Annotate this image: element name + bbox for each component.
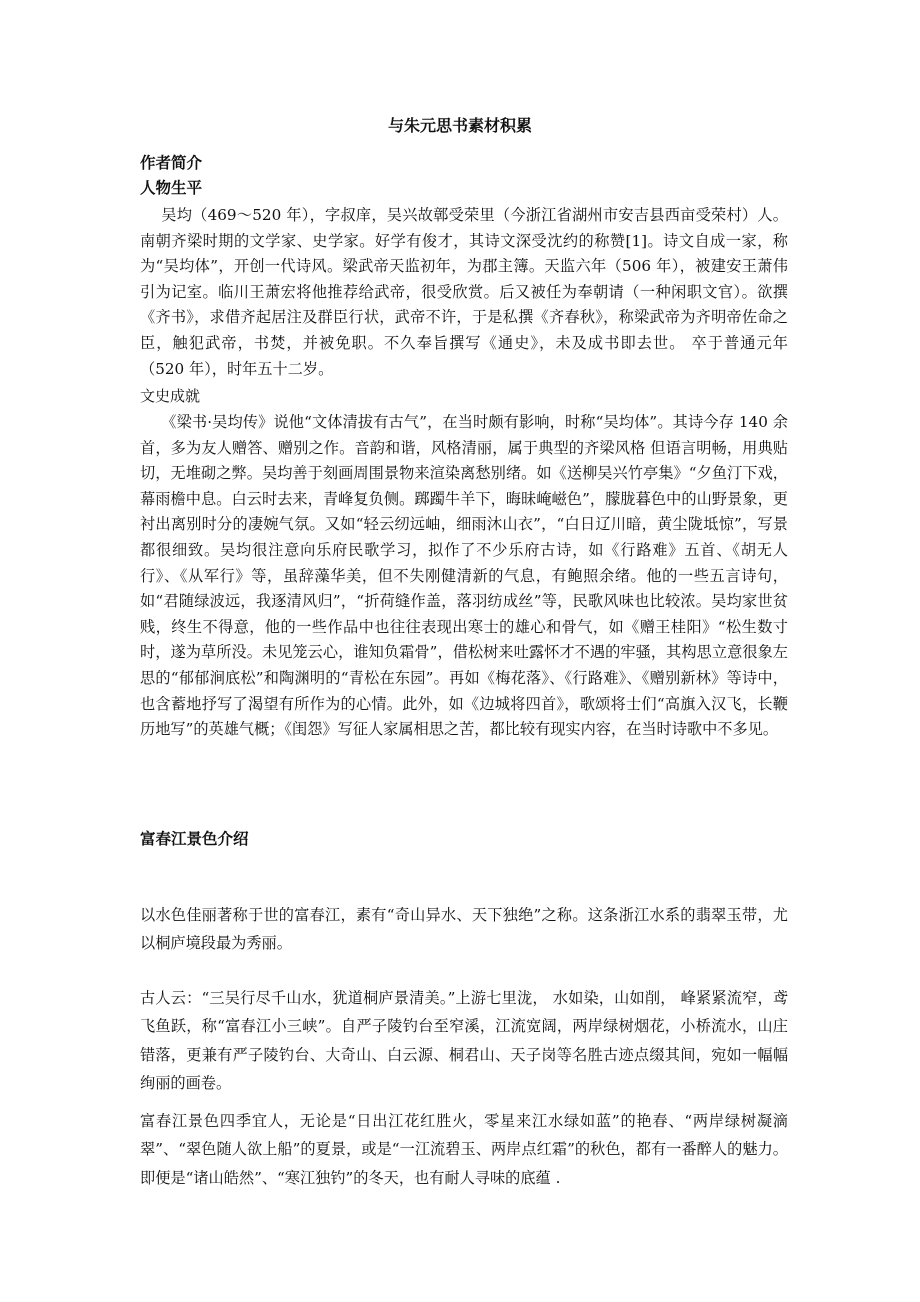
scenery-paragraph-3: 富春江景色四季宜人，无论是“日出江花红胜火，零星来江水绿如蓝”的艳春、“两岸绿树凝滴翠”、“翠色随人欲上船”的夏景，或是“一江流碧玉、两岸点红霜”的秋色，都有一番醉人的魅力。即便是“诸山皓然”、“寒江独钓”的冬天，也有耐人寻味的底蕴 . [140,1112,788,1187]
section-heading-life: 人物生平 [140,179,203,197]
section-heading-literary: 文史成就 [140,387,201,405]
scenery-paragraph-2: 古人云：“三吴行尽千山水，犹道桐庐景清美。”上游七里泷， 水如染，山如削， 峰紧紧流窄，鸢飞鱼跃，称“富春江小三峡”。自严子陵钓台至窄溪，江流宽阔，两岸绿树烟花，小桥流水，山庄错落，更兼有严子陵钓台、大奇山、白云源、桐君山、天子岗等名胜古迹点缀其间，宛如一幅幅绚丽的画卷。 [140,989,788,1093]
section-heading-author: 作者简介 [140,154,203,172]
scenery-paragraph-1: 以水色佳丽著称于世的富春江，素有“奇山异水、天下独绝”之称。这条浙江水系的翡翠玉带，尤以桐庐境段最为秀丽。 [140,906,788,953]
section-heading-scenery: 富春江景色介绍 [140,830,249,848]
document-title: 与朱元思书素材积累 [387,116,532,135]
literary-paragraph: 《梁书·吴均传》说他“文体清拔有古气”，在当时颇有影响，时称“吴均体”。其诗今存 140 余首，多为友人赠答、赠别之作。音韵和谐，风格清丽，属于典型的齐梁风格 但语言明畅，用典贴切，无堆砌之弊。吴均善于刻画周围景物来渲染离愁别绪。如《送柳吴兴竹亭集》“夕鱼汀下戏，幕雨檐中息。白云时去来，青峰复负侧。踯躅牛羊下，晦昧崦嵫色”，朦胧暮色中的山野景象，更衬出离别时分的凄婉气氛。又如“轻云纫远岫，细雨沐山衣”，“白日辽川暗，黄尘陇坻惊”，写景都很细致。吴均很注意向乐府民歌学习，拟作了不少乐府古诗，如《行路难》五首、《胡无人行》、《从军行》等，虽辞藻华美，但不失刚健清新的气息，有鲍照余绪。他的一些五言诗句，如“君随绿波远，我逐清风归”，“折荷缝作盖，落羽纺成丝”等，民歌风味也比较浓。吴均家世贫贱，终生不得意，他的一些作品中也往往表现出寒士的雄心和骨气，如《赠王桂阳》“松生数寸时，遂为草所没。未见笼云心，谁知负霜骨”，借松树来吐露怀才不遇的牢骚，其构思立意很象左思的“郁郁涧底松”和陶渊明的“青松在东园”。再如《梅花落》、《行路难》、《赠别新林》等诗中，也含蓄地抒写了渴望有所作为的心情。此外，如《边城将四首》，歌颂将士们“高旗入汉飞，长鞭历地写”的英雄气概；《闺怨》写征人家属相思之苦，都比较有现实内容，在当时诗歌中不多见。 [140,413,788,739]
life-paragraph: 吴均（469～520 年），字叔庠，吴兴故鄣受荣里（今浙江省湖州市安吉县西亩受荣村）人。南朝齐梁时期的文学家、史学家。好学有俊才，其诗文深受沈约的称赞[1]。诗文自成一家，称为“吴均体”，开创一代诗风。梁武帝天监初年，为郡主簿。天监六年（506 年），被建安王萧伟引为记室。临川王萧宏将他推荐给武帝，很受欣赏。后又被任为奉朝请（一种闲职文官）。欲撰《齐书》，求借齐起居注及群臣行状，武帝不许，于是私撰《齐春秋》，称梁武帝为齐明帝佐命之臣，触犯武帝，书焚，并被免职。不久奉旨撰写《通史》，未及成书即去世。 卒于普通元年（520 年），时年五十二岁。 [140,206,788,378]
